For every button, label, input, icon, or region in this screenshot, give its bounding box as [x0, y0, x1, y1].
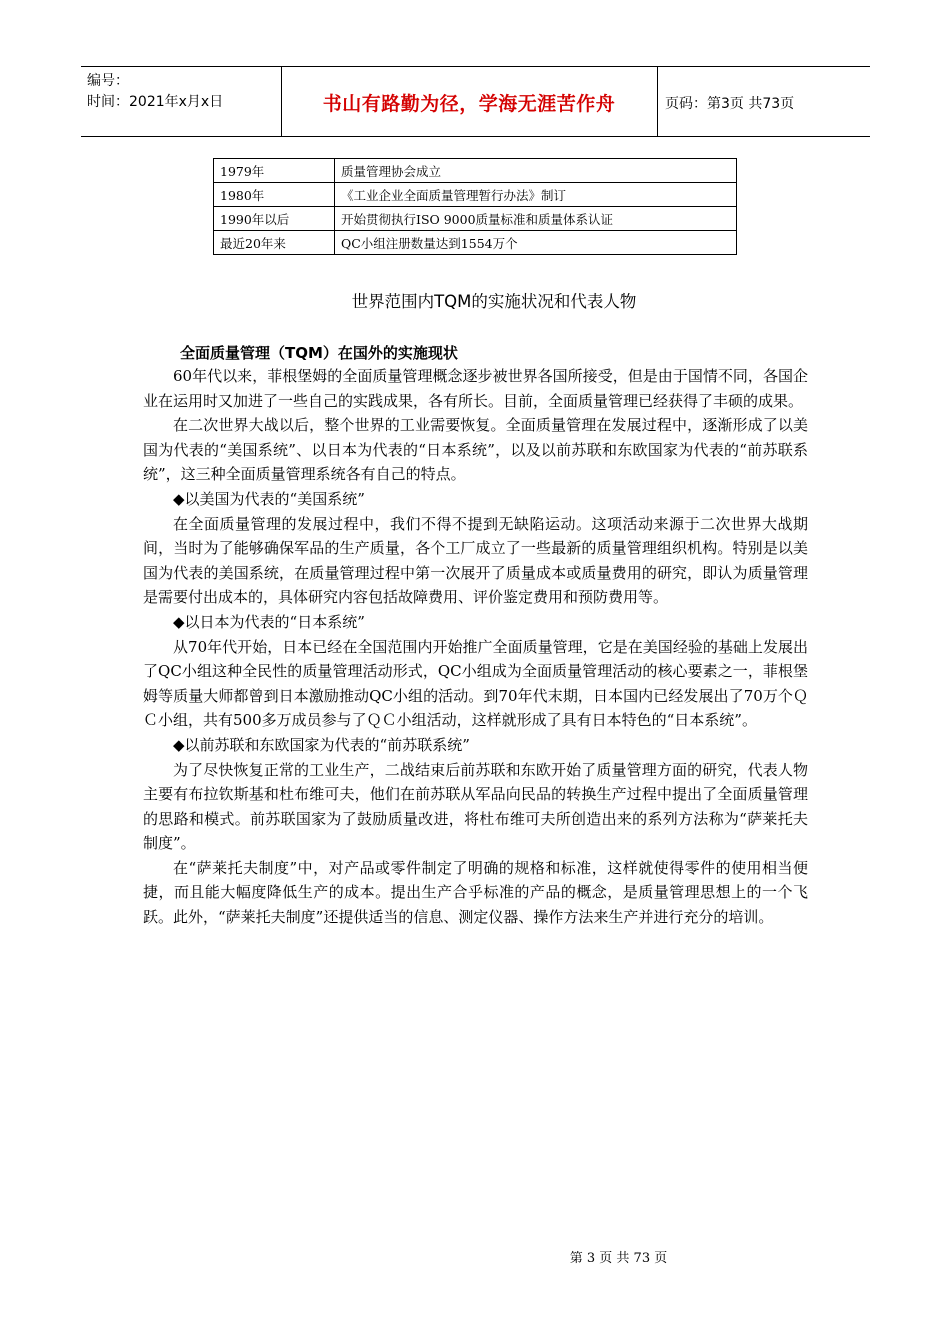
timeline-year: 1979年 [214, 159, 335, 183]
subsection-title: 全面质量管理（TQM）在国外的实施现状 [180, 344, 458, 362]
timeline-year: 1980年 [214, 183, 335, 207]
table-row [214, 207, 737, 231]
header-motto: 书山有路勤为径，学海无涯苦作舟 [322, 93, 616, 115]
header-divider-right [657, 67, 658, 136]
paragraph: 为了尽快恢复正常的工业生产，二战结束后前苏联和东欧开始了质量管理方面的研究，代表人物主要有布拉钦斯基和杜布维可夫，他们在前苏联从军品向民品的转换生产过程中提出了全面质量管理的思路和模式。前苏联国家为了鼓励质量改进，将杜布维可夫所创造出来的系列方法称为“萨莱托夫制度”。 [143, 760, 808, 853]
page-footer: 第 3 页 共 73 页 [569, 1251, 668, 1266]
timeline-year: 1990年以后 [214, 207, 335, 231]
timeline-event: 开始贯彻执行ISO 9000质量标准和质量体系认证 [335, 207, 737, 231]
paragraph: 60年代以来，菲根堡姆的全面质量管理概念逐步被世界各国所接受，但是由于国情不同，各国企业在运用时又加进了一些自己的实践成果，各有所长。目前，全面质量管理已经获得了丰硕的成果。 [143, 367, 808, 410]
timeline-event: QC小组注册数量达到1554万个 [335, 231, 737, 255]
number-label: 编号： [87, 73, 129, 89]
paragraph-heading: ◆以美国为代表的“美国系统” [173, 489, 365, 508]
paragraph: 在全面质量管理的发展过程中，我们不得不提到无缺陷运动。这项活动来源于二次世界大战期间，当时为了能够确保军品的生产质量，各个工厂成立了一些最新的质量管理组织机构。特别是以美国为代表的美国系统，在质量管理过程中第一次展开了质量成本或质量费用的研究，即认为质量管理是需要付出成本的，具体研究内容包括故障费用、评价鉴定费用和预防费用等。 [143, 514, 808, 607]
paragraph: 从70年代开始，日本已经在全国范围内开始推广全面质量管理，它是在美国经验的基础上发展出了QC小组这种全民性的质量管理活动形式，QC小组成为全面质量管理活动的核心要素之一，菲根堡姆等质量大师都曾到日本激励推动QC小组的活动。到70年代末期，日本国内已经发展出了70万个ＱＣ小组，共有500多万成员参与了ＱＣ小组活动，这样就形成了具有日本特色的“日本系统”。 [143, 637, 808, 730]
header-page-info: 页码：第3页 共73页 [665, 96, 795, 112]
timeline-event: 《工业企业全面质量管理暂行办法》制订 [335, 183, 737, 207]
date-label: 时间：2021年x月x日 [87, 94, 224, 110]
table-row [214, 159, 737, 183]
timeline-event: 质量管理协会成立 [335, 159, 737, 183]
table-row [214, 183, 737, 207]
paragraph-heading: ◆以前苏联和东欧国家为代表的“前苏联系统” [173, 735, 470, 754]
paragraph: 在二次世界大战以后，整个世界的工业需要恢复。全面质量管理在发展过程中，逐渐形成了以美国为代表的“美国系统”、以日本为代表的“日本系统”，以及以前苏联和东欧国家为代表的“前苏联系统”，这三种全面质量管理系统各有自己的特点。 [143, 416, 808, 484]
timeline-table [213, 158, 737, 255]
body-text [143, 364, 808, 930]
timeline-year: 最近20年来 [214, 231, 335, 255]
page-header [81, 66, 870, 137]
paragraph-heading: ◆以日本为代表的“日本系统” [173, 612, 365, 631]
paragraph: 在“萨莱托夫制度”中，对产品或零件制定了明确的规格和标准，这样就使得零件的使用相当便捷，而且能大幅度降低生产的成本。提出生产合乎标准的产品的概念，是质量管理思想上的一个飞跃。此外，“萨莱托夫制度”还提供适当的信息、测定仪器、操作方法来生产并进行充分的培训。 [143, 858, 808, 927]
header-meta [87, 71, 223, 113]
section-title: 世界范围内TQM的实施状况和代表人物 [351, 292, 637, 311]
table-row [214, 231, 737, 255]
